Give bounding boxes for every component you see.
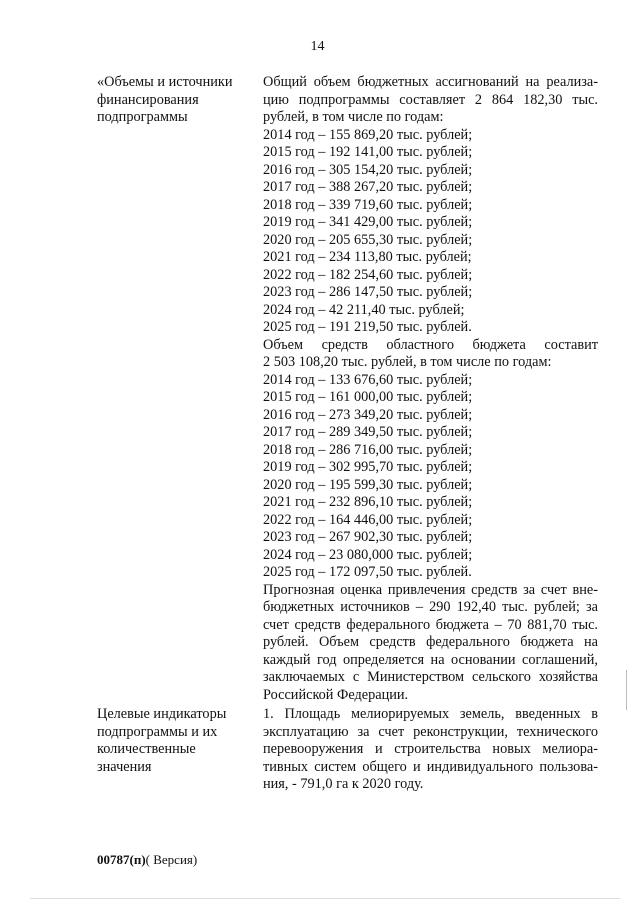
financing-label xyxy=(97,74,252,127)
label-line: Целевые индикаторы xyxy=(97,706,227,722)
label-line: финансирования xyxy=(97,91,199,108)
text-line: 1. Площадь мелиорируемых земель, введенных в xyxy=(263,706,598,722)
text-line: цию подпрограммы составляет 2 864 182,30 тыс. xyxy=(263,91,598,108)
text-line: ния, - 791,0 га к 2020 году. xyxy=(263,776,424,792)
text-line: 2014 год – 155 869,20 тыс. рублей; xyxy=(263,126,473,143)
text-line: 2017 год – 388 267,20 тыс. рублей; xyxy=(263,179,473,195)
text-line: Объем средств областного бюджета составит xyxy=(263,336,598,353)
indicators-label xyxy=(97,706,252,776)
text-line: 2015 год – 161 000,00 тыс. рублей; xyxy=(263,389,473,405)
scan-mark xyxy=(626,670,627,710)
text-line: перевооружения и строительства новых мелиора- xyxy=(263,741,598,757)
text-line: тивных систем общего и индивидуального пользова- xyxy=(263,758,598,775)
text-line: Общий объем бюджетных ассигнований на реализа- xyxy=(263,74,598,90)
text-line: 2020 год – 205 655,30 тыс. рублей; xyxy=(263,231,473,248)
label-line: подпрограммы xyxy=(97,109,188,125)
footer-stamp xyxy=(97,852,197,868)
text-line: 2024 год – 42 211,40 тыс. рублей; xyxy=(263,301,465,318)
text-line: 2015 год – 192 141,00 тыс. рублей; xyxy=(263,144,473,160)
text-line: каждый год определяется на основании соглашений, xyxy=(263,651,598,668)
text-line: рублей, в том числе по годам: xyxy=(263,109,444,125)
text-line: 2020 год – 195 599,30 тыс. рублей; xyxy=(263,476,473,493)
text-line: Российской Федерации. xyxy=(263,686,409,703)
text-line: 2018 год – 286 716,00 тыс. рублей; xyxy=(263,441,473,458)
text-line: Прогнозная оценка привлечения средств за счет вне- xyxy=(263,581,598,598)
financing-text xyxy=(263,74,598,704)
text-line: 2021 год – 232 896,10 тыс. рублей; xyxy=(263,494,473,510)
text-line: 2019 год – 302 995,70 тыс. рублей; xyxy=(263,459,473,475)
text-line: 2019 год – 341 429,00 тыс. рублей; xyxy=(263,214,473,230)
text-line: 2017 год – 289 349,50 тыс. рублей; xyxy=(263,424,473,440)
text-line: рублей. Объем средств федерального бюджета на xyxy=(263,634,598,650)
text-line: бюджетных источников – 290 192,40 тыс. рублей; за xyxy=(263,599,598,615)
text-line: 2025 год – 172 097,50 тыс. рублей. xyxy=(263,564,472,580)
bottom-rule xyxy=(30,898,620,899)
text-line: счет средств федерального бюджета – 70 881,70 тыс. xyxy=(263,616,598,633)
text-line: 2 503 108,20 тыс. рублей, в том числе по годам: xyxy=(263,354,552,370)
document-code: 00787(п) xyxy=(97,852,146,867)
document-version: ( Версия) xyxy=(145,852,198,867)
text-line: 2023 год – 286 147,50 тыс. рублей; xyxy=(263,284,473,300)
text-line: 2018 год – 339 719,60 тыс. рублей; xyxy=(263,196,473,213)
text-line: 2016 год – 273 349,20 тыс. рублей; xyxy=(263,406,473,423)
text-line: 2014 год – 133 676,60 тыс. рублей; xyxy=(263,371,473,388)
text-line: заключаемых с Министерством сельского хозяйства xyxy=(263,669,598,685)
text-line: 2021 год – 234 113,80 тыс. рублей; xyxy=(263,249,472,265)
text-line: 2023 год – 267 902,30 тыс. рублей; xyxy=(263,529,473,545)
text-line: 2025 год – 191 219,50 тыс. рублей. xyxy=(263,319,472,335)
label-line: значения xyxy=(97,758,152,775)
text-line: эксплуатацию за счет реконструкции, технического xyxy=(263,723,598,740)
text-line: 2022 год – 182 254,60 тыс. рублей; xyxy=(263,266,473,283)
text-line: 2022 год – 164 446,00 тыс. рублей; xyxy=(263,511,473,528)
label-line: «Объемы и источники xyxy=(97,74,233,90)
label-line: подпрограммы и их xyxy=(97,723,218,740)
indicators-text xyxy=(263,706,598,794)
text-line: 2016 год – 305 154,20 тыс. рублей; xyxy=(263,161,473,178)
text-line: 2024 год – 23 080,000 тыс. рублей; xyxy=(263,546,473,563)
label-line: количественные xyxy=(97,741,196,757)
page-number: 14 xyxy=(310,39,325,54)
